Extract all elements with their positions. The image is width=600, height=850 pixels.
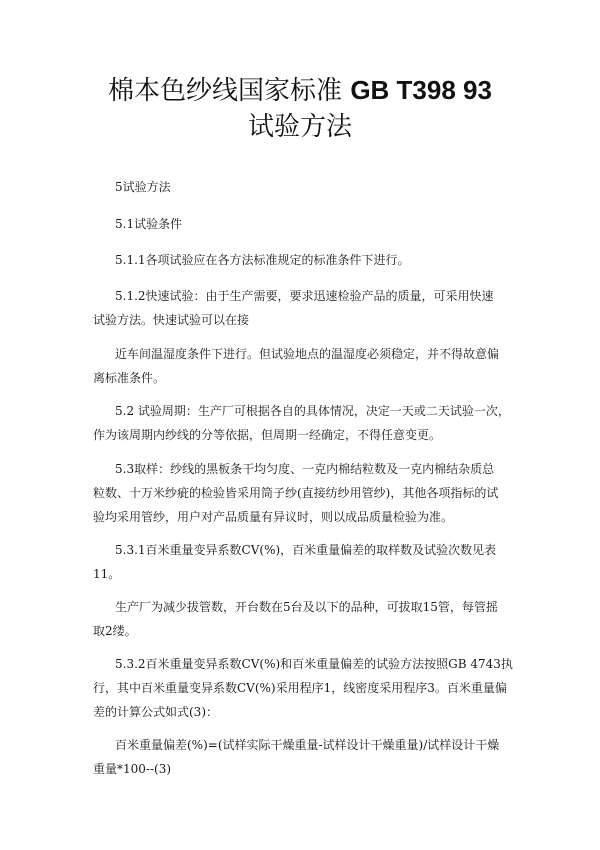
paragraph-line: 粒数、十万米纱疵的检验皆采用筒子纱(直接纺纱用管纱)，其他各项指标的试 xyxy=(93,486,499,500)
paragraph-line: 百米重量偏差(%)=(试样实际干燥重量-试样设计干燥重量)/试样设计干燥 xyxy=(115,738,500,752)
document-subtitle: 试验方法 xyxy=(247,112,352,142)
title-standard-code: GB T398 93 xyxy=(350,75,492,105)
paragraph-line: 5.2 试验周期：生产厂可根据各自的具体情况，决定一天或二天试验一次， xyxy=(115,404,510,418)
paragraph-sampling-note xyxy=(93,595,498,643)
section-heading-5 xyxy=(115,175,171,199)
paragraph-line: 重量*100--(3) xyxy=(93,762,172,776)
paragraph-line: 试验方法。快速试验可以在接 xyxy=(93,313,250,327)
paragraph-line: 取2缕。 xyxy=(93,624,137,638)
paragraph-line: 5.3.1百米重量变异系数CV(%)，百米重量偏差的取样数及试验次数见表 xyxy=(115,543,497,557)
paragraph-line: 生产厂为减少拔管数，开台数在5台及以下的品种，可拔取15管，每管摇 xyxy=(115,600,498,614)
section-heading-5-1 xyxy=(115,212,182,236)
paragraph-5-3-1 xyxy=(93,538,496,586)
paragraph-line: 差的计算公式如式(3)： xyxy=(93,705,218,719)
title-chinese: 棉本色纱线国家标准 xyxy=(108,76,351,106)
paragraph-humidity xyxy=(93,342,499,390)
formula-3 xyxy=(93,733,499,781)
document-title xyxy=(0,73,600,108)
paragraph-line: 近车间温湿度条件下进行。但试验地点的温湿度必须稳定，并不得故意偏 xyxy=(115,347,500,361)
paragraph-line: 11。 xyxy=(93,567,121,581)
paragraph-5-1-1 xyxy=(115,248,410,272)
paragraph-line: 验均采用管纱，用户对产品质量有异议时，则以成品质量检验为准。 xyxy=(93,510,454,524)
paragraph-line: 5.1试验条件 xyxy=(115,217,183,231)
paragraph-line: 作为该周期内纱线的分等依据，但周期一经确定，不得任意变更。 xyxy=(93,428,442,442)
paragraph-line: 5试验方法 xyxy=(115,180,171,194)
paragraph-line: 行，其中百米重量变异系数CV(%)采用程序1，线密度采用程序3。百米重量偏 xyxy=(93,681,507,695)
paragraph-5-3-2 xyxy=(93,652,513,724)
paragraph-line: 5.3.2百米重量变异系数CV(%)和百米重量偏差的试验方法按照GB 4743执 xyxy=(115,657,513,671)
paragraph-5-3 xyxy=(93,457,498,529)
paragraph-5-2 xyxy=(93,399,510,447)
paragraph-line: 5.1.1各项试验应在各方法标准规定的标准条件下进行。 xyxy=(115,253,410,267)
paragraph-5-1-2 xyxy=(93,284,494,332)
paragraph-line: 5.1.2快速试验：由于生产需要，要求迅速检验产品的质量，可采用快速 xyxy=(115,289,494,303)
paragraph-line: 离标准条件。 xyxy=(93,371,166,385)
paragraph-line: 5.3取样：纱线的黑板条干均匀度、一克内棉结粒数及一克内棉结杂质总 xyxy=(115,462,495,476)
